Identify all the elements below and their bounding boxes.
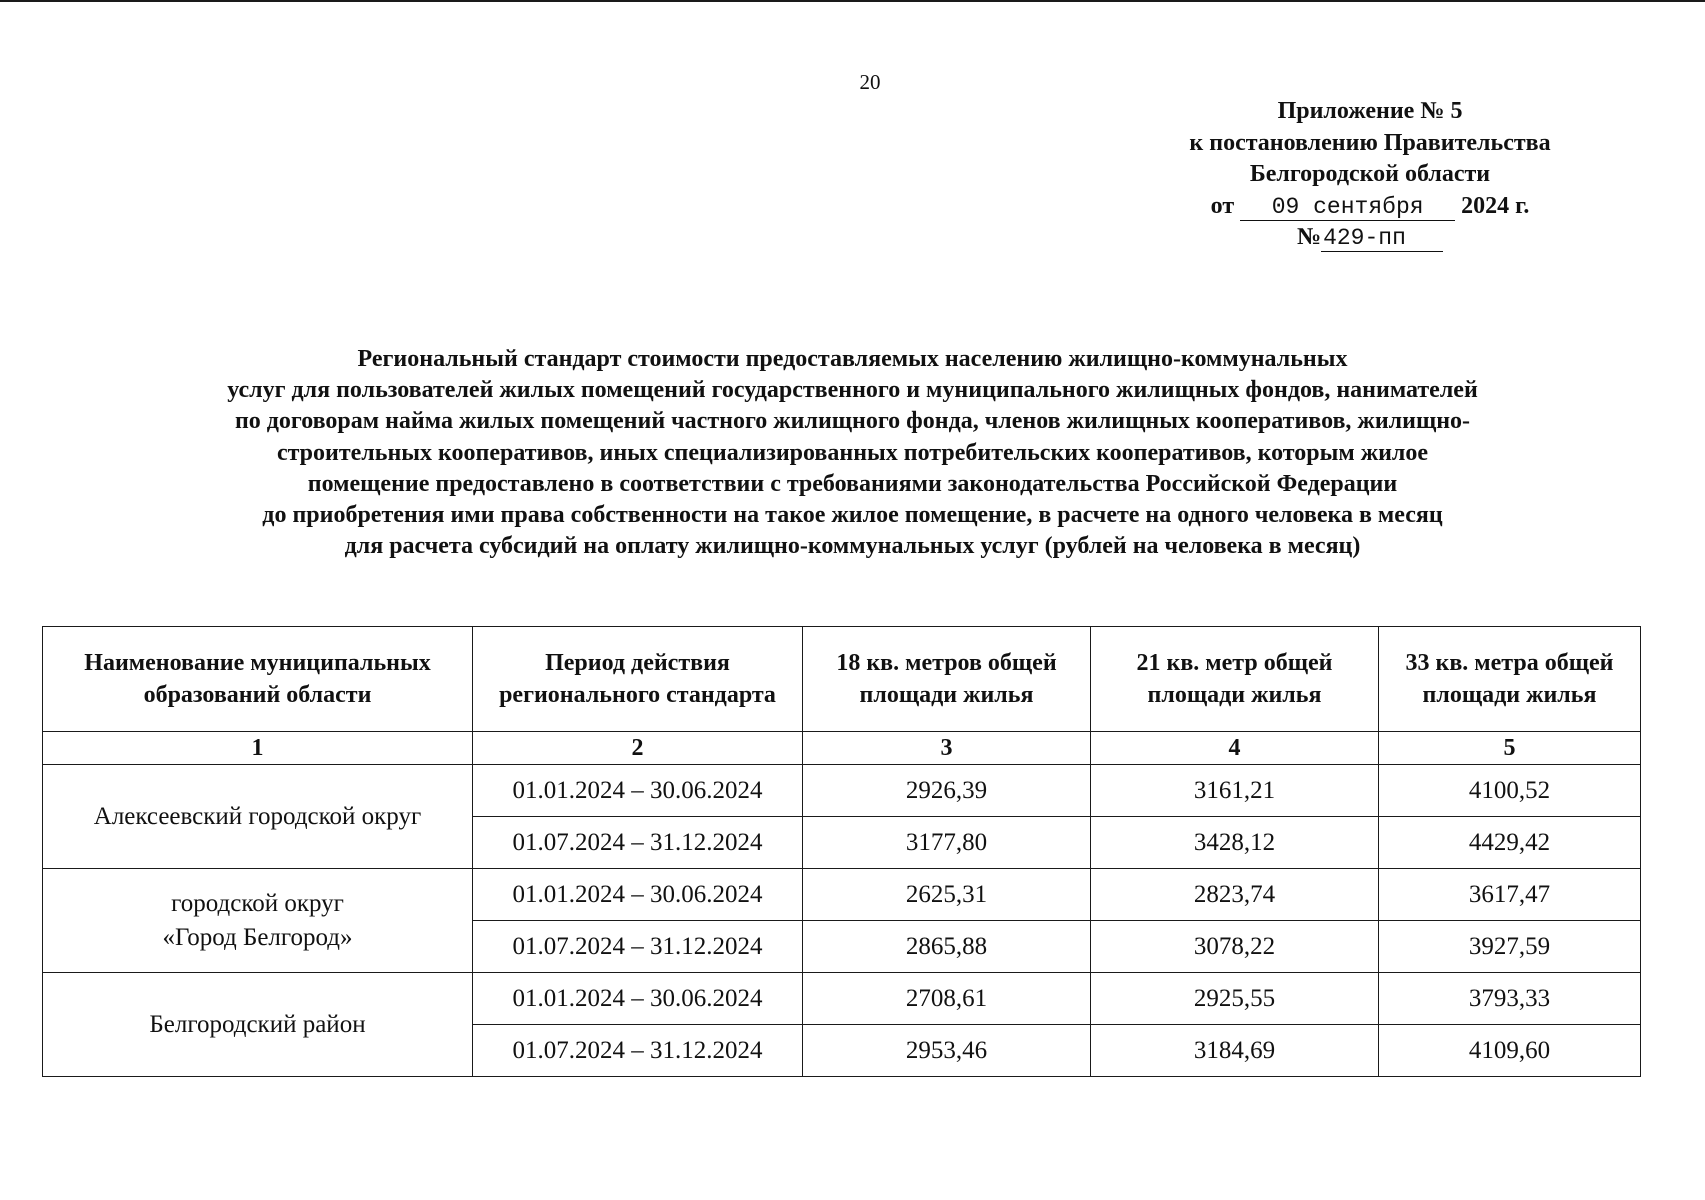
appendix-date-line (1120, 191, 1620, 223)
value-21-sqm: 2823,74 (1091, 869, 1379, 921)
header-33-sqm: 33 кв. метра общей площади жилья (1379, 627, 1641, 732)
municipality-name-line: Белгородский район (149, 1010, 366, 1038)
appendix-region: Белгородской области (1249, 161, 1491, 187)
table-row (43, 973, 1641, 1025)
date-year: 2024 г. (1461, 192, 1530, 219)
date-prefix: от (1210, 192, 1235, 219)
number-value: 429-пп (1321, 225, 1443, 252)
title-line: по договорам найма жилых помещений частного жилищного фонда, членов жилищных кооперативов, жилищно- (234, 408, 1471, 435)
title-line: помещение предоставлено в соответствии с требованиями законодательства Российской Федерации (307, 470, 1398, 497)
column-number: 1 (43, 732, 473, 765)
column-number: 4 (1091, 732, 1379, 765)
title-line: строительных кооперативов, иных специализированных потребительских кооперативов, которым жилое (276, 439, 1429, 466)
column-number: 3 (803, 732, 1091, 765)
date-value: 09 сентября (1240, 194, 1455, 221)
period-cell: 01.01.2024 – 30.06.2024 (473, 973, 803, 1025)
table-row (43, 765, 1641, 817)
value-21-sqm: 2925,55 (1091, 973, 1379, 1025)
value-33-sqm: 4109,60 (1379, 1025, 1641, 1077)
column-numbers-row (43, 732, 1641, 765)
value-33-sqm: 3927,59 (1379, 921, 1641, 973)
value-33-sqm: 4100,52 (1379, 765, 1641, 817)
municipality-name-line: Алексеевский городской округ (93, 802, 422, 830)
value-33-sqm: 4429,42 (1379, 817, 1641, 869)
header-municipality: Наименование муниципальных образований области (43, 627, 473, 732)
appendix-header (1120, 96, 1620, 254)
page-number: 20 (859, 70, 881, 94)
value-18-sqm: 2865,88 (803, 921, 1091, 973)
appendix-title: Приложение № 5 (1277, 98, 1463, 124)
period-cell: 01.01.2024 – 30.06.2024 (473, 869, 803, 921)
value-33-sqm: 3793,33 (1379, 973, 1641, 1025)
value-18-sqm: 2625,31 (803, 869, 1091, 921)
municipality-name (43, 869, 473, 973)
title-line: до приобретения ими права собственности на такое жилое помещение, в расчете на одного человека в месяц (262, 502, 1443, 529)
header-period: Период действия регионального стандарта (473, 627, 803, 732)
municipality-name (43, 973, 473, 1077)
period-cell: 01.07.2024 – 31.12.2024 (473, 1025, 803, 1077)
title-line: услуг для пользователей жилых помещений государственного и муниципального жилищных фондов, нанимателей (227, 377, 1478, 404)
value-21-sqm: 3184,69 (1091, 1025, 1379, 1077)
number-prefix: № (1296, 224, 1322, 250)
column-number: 5 (1379, 732, 1641, 765)
municipality-name (43, 765, 473, 869)
municipality-name-line: городской округ (171, 889, 344, 917)
scan-top-edge-line (0, 0, 1705, 2)
document-title (40, 344, 1665, 562)
column-number: 2 (473, 732, 803, 765)
period-cell: 01.01.2024 – 30.06.2024 (473, 765, 803, 817)
table-row (43, 869, 1641, 921)
value-18-sqm: 2926,39 (803, 765, 1091, 817)
title-line: Региональный стандарт стоимости предоставляемых населению жилищно-коммунальных (357, 346, 1348, 372)
regional-standard-table (42, 626, 1641, 1077)
header-21-sqm: 21 кв. метр общей площади жилья (1091, 627, 1379, 732)
value-21-sqm: 3078,22 (1091, 921, 1379, 973)
value-18-sqm: 3177,80 (803, 817, 1091, 869)
value-21-sqm: 3428,12 (1091, 817, 1379, 869)
table-header-row (43, 627, 1641, 732)
value-33-sqm: 3617,47 (1379, 869, 1641, 921)
header-18-sqm: 18 кв. метров общей площади жилья (803, 627, 1091, 732)
appendix-number-line (1120, 222, 1620, 254)
title-line: для расчета субсидий на оплату жилищно-коммунальных услуг (рублей на человека в месяц) (344, 533, 1361, 560)
period-cell: 01.07.2024 – 31.12.2024 (473, 817, 803, 869)
period-cell: 01.07.2024 – 31.12.2024 (473, 921, 803, 973)
appendix-resolution-ref: к постановлению Правительства (1189, 129, 1551, 156)
value-18-sqm: 2953,46 (803, 1025, 1091, 1077)
value-21-sqm: 3161,21 (1091, 765, 1379, 817)
value-18-sqm: 2708,61 (803, 973, 1091, 1025)
municipality-name-line: «Город Белгород» (162, 923, 353, 951)
